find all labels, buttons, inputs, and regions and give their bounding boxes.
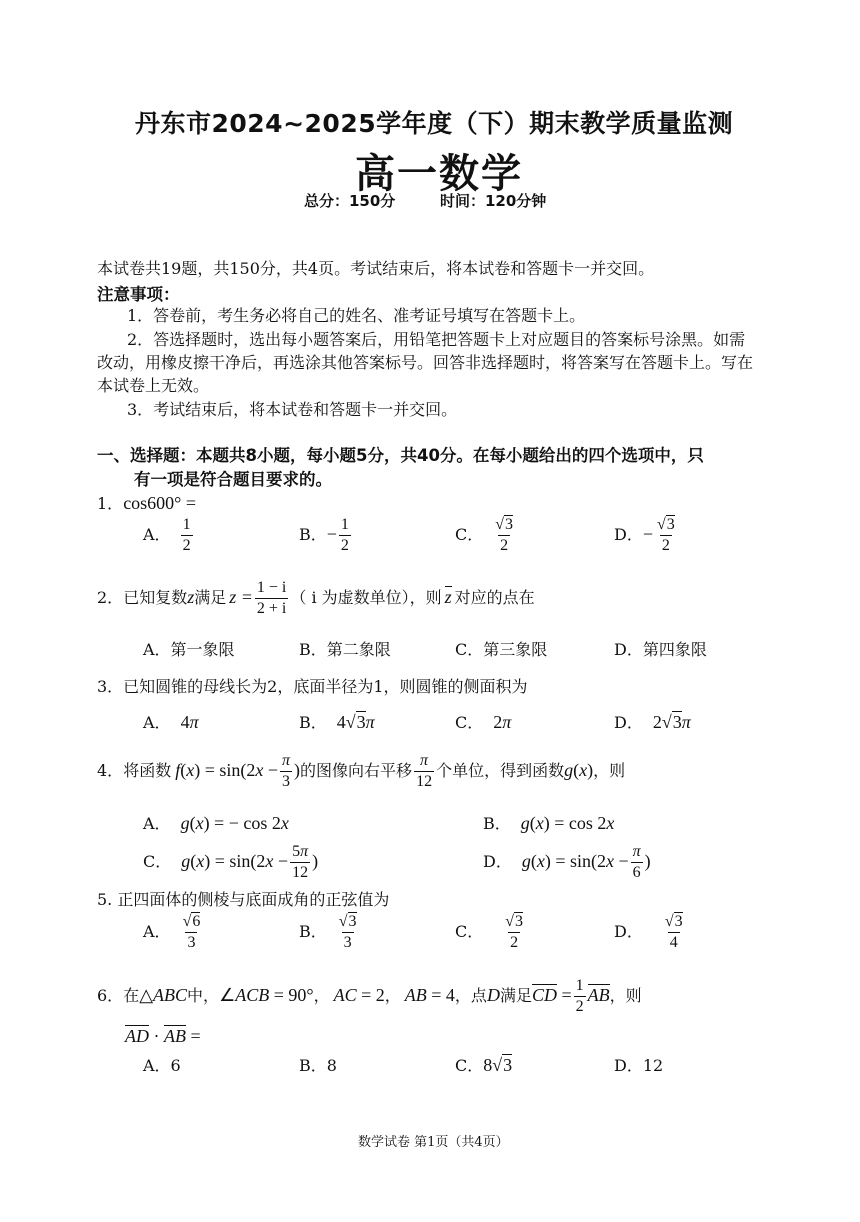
question-stem: cos600° = <box>123 493 197 513</box>
q3-option-b: B． 4√3π <box>299 712 375 732</box>
q5-option-d: D． $\frac{√3}{4}$ <box>614 913 683 951</box>
q4-option-b: B． g(x) = cos 2x <box>483 813 615 833</box>
option-label: C． <box>455 1056 484 1075</box>
stem-text: 对应的点在 <box>454 588 535 607</box>
q4-option-c: C． g(x) = sin(2x − $\frac{5\pi}{12}$ ) <box>143 843 319 881</box>
question-number: 2． <box>97 588 124 607</box>
exam-title: 丹东市2024~2025学年度（下）期末教学质量监测 <box>135 109 734 138</box>
stem-text: 满足 <box>194 588 227 607</box>
notice-item-2: 2．答选择题时，选出每小题答案后，用铅笔把答题卡上对应题目的答案标号涂黑。如需改动，用橡皮擦干净后，再选涂其他答案标号。回答非选择题时，将答案写在答题卡上。写在本试卷上无效。 <box>97 330 754 395</box>
stem-text: 在 <box>123 986 140 1005</box>
fraction-num: 1 − i <box>256 579 287 596</box>
stem-text: 的图像向右平移 <box>300 761 413 780</box>
q2-option-c: C．第三象限 <box>455 640 548 659</box>
math-var: z <box>444 587 452 607</box>
q5-option-a: A． $\frac{√6}{3}$ <box>143 913 201 951</box>
question-2 <box>97 578 535 619</box>
q1-option-d: D．− $\frac{√3}{2}$ <box>614 516 675 554</box>
option-label: C． <box>143 852 172 871</box>
question-number: 6． <box>97 986 124 1005</box>
stem-text: ，则 <box>593 761 626 780</box>
total-score: 总分：150分 <box>304 192 396 210</box>
option-label: C． <box>455 713 484 732</box>
notice-heading: 注意事项： <box>97 285 180 304</box>
stem-text: 满足 <box>499 986 532 1005</box>
math-eq: z = <box>229 587 253 607</box>
option-label: B． <box>299 525 327 544</box>
math-var: z <box>187 587 195 607</box>
stem-text: 已知复数 <box>123 588 188 607</box>
fraction-den: 2 + i <box>256 600 287 617</box>
question-number: 1． <box>97 494 124 513</box>
question-number: 4． <box>97 761 124 780</box>
question-6: 6．在△ABC中，∠ACB = 90°， AC = 2， AB = 4，点D满足CD = $\frac{1}{2}$ AB，则 <box>97 977 642 1015</box>
q6-expression: AD · AB = <box>125 1026 201 1046</box>
q2-option-a: A．第一象限 <box>143 640 235 659</box>
option-label: D． <box>614 713 643 732</box>
q1-option-a: A． $\frac{1}{2}$ <box>143 516 191 554</box>
stem-text: 将函数 <box>123 761 172 780</box>
exam-time: 时间：120分钟 <box>440 192 547 210</box>
stem-text: ，点 <box>454 986 487 1005</box>
q2-option-b: B．第二象限 <box>299 640 391 659</box>
question-1 <box>97 491 196 514</box>
stem-text: 中， <box>187 986 220 1005</box>
q6-option-d: D．12 <box>614 1056 664 1075</box>
question-5: 5. 正四面体的侧棱与底面成角的正弦值为 <box>97 890 390 909</box>
stem-text: （ i 为虚数单位），则 <box>290 588 442 607</box>
q5-option-b: B． $\frac{√3}{3}$ <box>299 913 357 951</box>
option-label: A． <box>143 922 171 941</box>
q6-option-b: B．8 <box>299 1056 337 1075</box>
option-label: A． <box>143 814 171 833</box>
q4-option-d: D． g(x) = sin(2x − $\frac{\pi}{6}$ ) <box>483 843 651 881</box>
intro-text: 本试卷共19题，共150分，共4页。考试结束后，将本试卷和答题卡一并交回。 <box>97 259 655 278</box>
subject-title: 高一数学 <box>355 151 523 197</box>
option-label: C． <box>455 922 484 941</box>
section-heading: 一、选择题：本题共8小题，每小题5分，共40分。在每小题给出的四个选项中，只 <box>97 446 704 465</box>
stem-text: 个单位，得到函数 <box>436 761 565 780</box>
q5-option-c: C． $\frac{√3}{2}$ <box>455 913 524 951</box>
q4-option-a: A． g(x) = − cos 2x <box>143 813 289 833</box>
q3-option-c: C． 2π <box>455 712 512 732</box>
section-heading-cont: 有一项是符合题目要求的。 <box>134 470 332 489</box>
option-label: B． <box>299 922 327 941</box>
notice-item-1: 1．答卷前，考生务必将自己的姓名、准考证号填写在答题卡上。 <box>127 306 586 325</box>
notice-item-3: 3．考试结束后，将本试卷和答题卡一并交回。 <box>127 400 458 419</box>
q3-option-d: D． 2√3π <box>614 712 691 732</box>
q2-option-d: D．第四象限 <box>614 640 707 659</box>
q1-option-c: C． $\frac{√3}{2}$ <box>455 516 514 554</box>
option-label: D． <box>483 852 512 871</box>
option-label: C． <box>455 525 484 544</box>
option-label: D． <box>614 922 643 941</box>
q6-option-a: A．6 <box>143 1056 181 1075</box>
option-label: A． <box>143 525 171 544</box>
option-label: B． <box>299 713 327 732</box>
q3-option-a: A． 4π <box>143 712 199 732</box>
q1-option-b: B．− $\frac{1}{2}$ <box>299 516 349 554</box>
question-3: 3．已知圆锥的母线长为2，底面半径为1，则圆锥的侧面积为 <box>97 677 528 696</box>
option-label: D． <box>614 525 643 544</box>
page-footer: 数学试卷 第1页（共4页） <box>358 1135 509 1150</box>
question-4: 4．将函数 f(x) = sin(2x − $\frac{\pi}{3}$ )的图像向右平移 $\frac{\pi}{12}$ 个单位，得到函数g(x)，则 <box>97 752 626 790</box>
option-label: A． <box>143 713 171 732</box>
option-label: B． <box>483 814 511 833</box>
q6-option-c: C．8√3 <box>455 1055 513 1075</box>
stem-text: ，则 <box>609 986 642 1005</box>
